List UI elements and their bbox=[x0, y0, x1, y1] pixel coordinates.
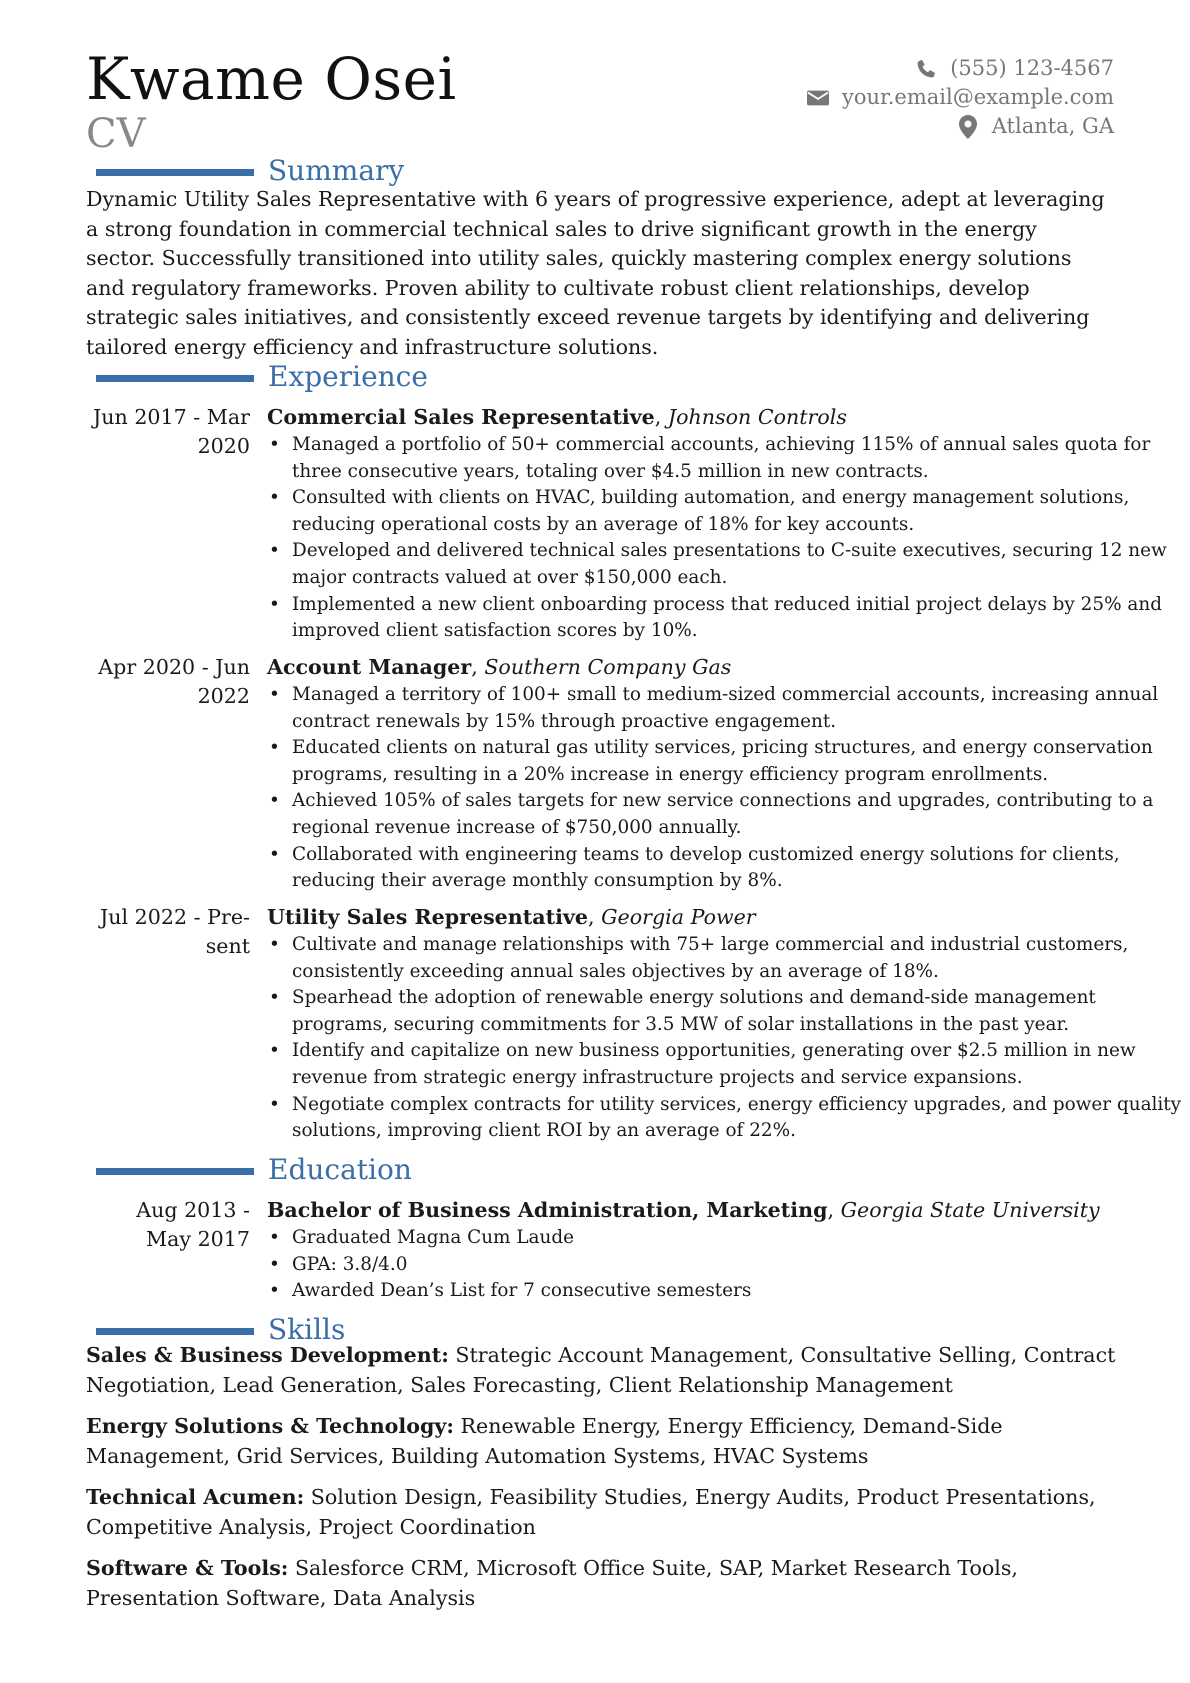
list-item: • Consulted with clients on HVAC, building automation, and energy management solutions, reducing operational costs by an average of 18% for key accounts. bbox=[267, 485, 1187, 538]
skill-list: Solution Design, Feasibility Studies, Energy Audits, Product Presentations, Competitive Analysis, Project Coordination bbox=[86, 1485, 1096, 1539]
list-item: • Spearhead the adoption of renewable energy solutions and demand-side management programs, securing commitments for 3.5 MW of solar installations in the past year. bbox=[267, 985, 1187, 1038]
date-line: May 2017 bbox=[146, 1227, 250, 1251]
section-title: Summary bbox=[268, 154, 405, 187]
entry-date bbox=[86, 653, 250, 711]
location-text: Atlanta, GA bbox=[991, 114, 1114, 138]
list-item: • Graduated Magna Cum Laude bbox=[267, 1225, 1187, 1252]
list-item: • Cultivate and manage relationships with 75+ large commercial and industrial customers, consistently exceeding annual sales objectives by an average of 18%. bbox=[267, 932, 1187, 985]
list-item: • Achieved 105% of sales targets for new service connections and upgrades, contributing to a regional revenue increase of $750,000 annually. bbox=[267, 788, 1187, 841]
entry-heading: Commercial Sales Representative, Johnson Controls bbox=[267, 405, 847, 429]
section-heading-experience bbox=[96, 359, 428, 395]
section-heading-summary bbox=[96, 153, 404, 189]
skill-list: Salesforce CRM, Microsoft Office Suite, SAP, Market Research Tools, Presentation Software, Data Analysis bbox=[86, 1556, 1018, 1610]
list-item: • Collaborated with engineering teams to develop customized energy solutions for clients, reducing their average monthly consumption by 8%. bbox=[267, 842, 1187, 895]
section-accent-bar bbox=[96, 375, 254, 382]
entry-body bbox=[267, 403, 1187, 645]
entry-date bbox=[86, 1196, 250, 1254]
summary-text: Dynamic Utility Sales Representative with 6 years of progressive experience, adept at leveraging a strong foundation in commercial technical sales to drive significant growth in the energy sector. Successfully transitioned into utility sales, quickly mastering complex energy solutions and regulatory frameworks. Proven ability to cultivate robust client relationships, develop strategic sales initiatives, and consistently exceed revenue targets by identifying and delivering tailored energy efficiency and infrastructure solutions. bbox=[86, 187, 1105, 359]
skill-category: Sales & Business Development: bbox=[86, 1343, 449, 1367]
date-line: Apr 2020 - Jun bbox=[98, 655, 250, 679]
entry-body bbox=[267, 653, 1187, 895]
entry-heading: Bachelor of Business Administration, Marketing, Georgia State University bbox=[267, 1198, 1100, 1222]
entry-date bbox=[86, 903, 250, 961]
employer: Johnson Controls bbox=[667, 405, 847, 429]
skill-group bbox=[86, 1483, 1116, 1542]
email-text: your.email@example.com bbox=[841, 85, 1114, 109]
bullet-list bbox=[267, 1225, 1187, 1305]
list-item: • Awarded Dean’s List for 7 consecutive semesters bbox=[267, 1278, 1187, 1305]
contact-phone[interactable] bbox=[806, 54, 1114, 83]
section-title: Education bbox=[268, 1153, 412, 1186]
entry-heading: Utility Sales Representative, Georgia Power bbox=[267, 905, 756, 929]
map-pin-icon bbox=[956, 115, 980, 139]
section-accent-bar bbox=[96, 1328, 254, 1335]
list-item: • Managed a portfolio of 50+ commercial accounts, achieving 115% of annual sales quota for three consecutive years, totaling over $4.5 million in new contracts. bbox=[267, 432, 1187, 485]
degree: Bachelor of Business Administration, Marketing bbox=[267, 1198, 828, 1222]
section-heading-education bbox=[96, 1152, 412, 1188]
section-title: Experience bbox=[268, 360, 428, 393]
skill-group bbox=[86, 1341, 1116, 1400]
institution: Georgia State University bbox=[840, 1198, 1100, 1222]
section-accent-bar bbox=[96, 1168, 254, 1175]
skill-list: Strategic Account Management, Consultative Selling, Contract Negotiation, Lead Generation, Sales Forecasting, Client Relationship Management bbox=[86, 1343, 1116, 1397]
entry-body bbox=[267, 903, 1187, 1145]
date-line: Aug 2013 - bbox=[136, 1198, 250, 1222]
list-item: • Educated clients on natural gas utility services, pricing structures, and energy conservation programs, resulting in a 20% increase in energy efficiency program enrollments. bbox=[267, 735, 1187, 788]
list-item: • Negotiate complex contracts for utility services, energy efficiency upgrades, and power quality solutions, improving client ROI by an average of 22%. bbox=[267, 1092, 1187, 1145]
entry-date bbox=[86, 403, 250, 461]
list-item: • Developed and delivered technical sales presentations to C-suite executives, securing 12 new major contracts valued at over $150,000 each. bbox=[267, 538, 1187, 591]
section-title: Skills bbox=[268, 1313, 346, 1346]
skill-category: Technical Acumen: bbox=[86, 1485, 305, 1509]
bullet-list bbox=[267, 682, 1187, 895]
date-line: Jun 2017 - Mar bbox=[93, 405, 250, 429]
job-title: Account Manager bbox=[267, 655, 472, 679]
date-line: 2022 bbox=[197, 684, 250, 708]
section-accent-bar bbox=[96, 169, 254, 176]
candidate-name: Kwame Osei bbox=[86, 45, 457, 113]
contact-block bbox=[806, 54, 1114, 141]
date-line: sent bbox=[205, 934, 250, 958]
list-item: • Managed a territory of 100+ small to medium-sized commercial accounts, increasing annual contract renewals by 15% through proactive engagement. bbox=[267, 682, 1187, 735]
envelope-icon bbox=[806, 86, 830, 110]
date-line: Jul 2022 - Pre- bbox=[100, 905, 250, 929]
skill-category: Software & Tools: bbox=[86, 1556, 289, 1580]
job-title: Commercial Sales Representative bbox=[267, 405, 655, 429]
skill-list: Renewable Energy, Energy Efficiency, Demand-Side Management, Grid Services, Building Automation Systems, HVAC Systems bbox=[86, 1414, 1003, 1468]
list-item: • Identify and capitalize on new business opportunities, generating over $2.5 million in new revenue from strategic energy infrastructure projects and service expansions. bbox=[267, 1038, 1187, 1091]
bullet-list bbox=[267, 432, 1187, 645]
entry-body bbox=[267, 1196, 1187, 1305]
skill-category: Energy Solutions & Technology: bbox=[86, 1414, 454, 1438]
phone-text: (555) 123-4567 bbox=[950, 56, 1114, 80]
contact-location bbox=[806, 112, 1114, 141]
job-title: Utility Sales Representative bbox=[267, 905, 588, 929]
list-item: • Implemented a new client onboarding process that reduced initial project delays by 25% and improved client satisfaction scores by 10%. bbox=[267, 592, 1187, 645]
entry-heading: Account Manager, Southern Company Gas bbox=[267, 655, 732, 679]
skill-group bbox=[86, 1554, 1116, 1613]
employer: Southern Company Gas bbox=[484, 655, 732, 679]
phone-icon bbox=[914, 57, 938, 81]
list-item: • GPA: 3.8/4.0 bbox=[267, 1252, 1187, 1279]
contact-email[interactable] bbox=[806, 83, 1114, 112]
employer: Georgia Power bbox=[601, 905, 756, 929]
date-line: 2020 bbox=[197, 434, 250, 458]
bullet-list bbox=[267, 932, 1187, 1145]
document-type: CV bbox=[86, 111, 146, 157]
skill-group bbox=[86, 1412, 1116, 1471]
